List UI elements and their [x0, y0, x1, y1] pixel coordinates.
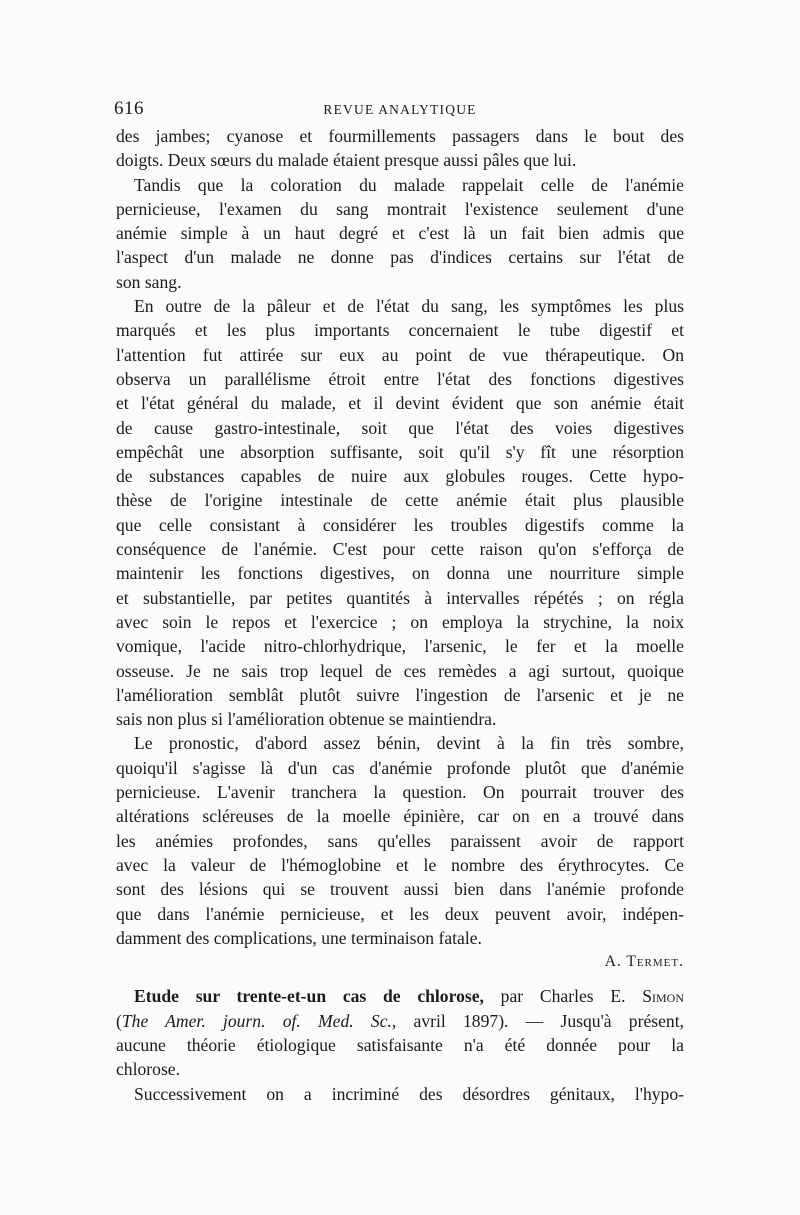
author-signature: A. Termet.	[604, 953, 684, 971]
text-line: empêchât une absorption suffisante, soit qu'il s'y fît une résorption	[116, 441, 684, 462]
text-line: Tandis que la coloration du malade rappelait celle de l'anémie	[134, 174, 684, 195]
text-line: pernicieuse. L'avenir tranchera la question. On pourrait trouver des	[116, 782, 684, 803]
text-line: pernicieuse, l'examen du sang montrait l'existence seulement d'une	[116, 198, 684, 219]
text-line: En outre de la pâleur et de l'état du sang, les symptômes les plus	[134, 296, 684, 317]
paragraph	[116, 1082, 684, 1106]
paragraph	[116, 124, 684, 173]
text-line: observa un parallélisme étroit entre l'état des fonctions digestives	[116, 368, 684, 389]
article-entry	[116, 984, 684, 1081]
paragraph	[116, 173, 684, 294]
text-line: et substantielle, par petites quantités à intervalles répétés ; on régla	[116, 587, 684, 608]
text-line: Successivement on a incriminé des désordres génitaux, l'hypo-	[134, 1083, 684, 1104]
text-line: les anémies profondes, sans qu'elles paraissent avoir de rapport	[116, 830, 684, 851]
text-line: maintenir les fonctions digestives, on donna une nourriture simple	[116, 563, 684, 584]
text-line: l'amélioration semblât plutôt suivre l'ingestion de l'arsenic et je ne	[116, 684, 684, 705]
article-source-line	[116, 1009, 684, 1033]
text-line: quoiqu'il s'agisse là d'un cas d'anémie profonde plutôt que d'anémie	[116, 757, 684, 778]
text-line: Le pronostic, d'abord assez bénin, devint à la fin très sombre,	[134, 733, 684, 754]
text-line: que dans l'anémie pernicieuse, et les deux peuvent avoir, indépen-	[116, 903, 684, 924]
paragraph	[116, 731, 684, 950]
document-page	[116, 98, 684, 1106]
text-line: de cause gastro-intestinale, soit que l'état des voies digestives	[116, 417, 684, 438]
text-line: vomique, l'acide nitro-chlorhydrique, l'arsenic, le fer et la moelle	[116, 636, 684, 657]
page-number: 616	[114, 98, 144, 119]
article-title: Etude sur trente-et-un cas de chlorose,	[134, 986, 484, 1007]
journal-name: The Amer. journ. of. Med. Sc.	[121, 1010, 392, 1031]
running-head: REVUE ANALYTIQUE	[323, 102, 477, 117]
text-line: de substances capables de nuire aux globules rouges. Cette hypo-	[116, 466, 684, 487]
text-line: et l'état général du malade, et il devint évident que son anémie était	[116, 393, 684, 414]
paragraph	[116, 294, 684, 731]
source-open: (	[116, 1010, 122, 1031]
text-line: avec soin le repos et l'exercice ; on employa la strychine, la noix	[116, 611, 684, 632]
article-heading-line	[116, 984, 684, 1008]
text-line: damment des complications, une terminaison fatale.	[116, 927, 482, 948]
text-line: marqués et les plus importants concernaient le tube digestif et	[116, 320, 684, 341]
text-line: son sang.	[116, 271, 182, 292]
text-line: conséquence de l'anémie. C'est pour cette raison qu'on s'efforça de	[116, 539, 684, 560]
text-line: l'aspect d'un malade ne donne pas d'indices certains sur l'état de	[116, 247, 684, 268]
source-rest: , avril 1897). — Jusqu'à présent,	[391, 1010, 684, 1031]
text-line: des jambes; cyanose et fourmillements passagers dans le bout des	[116, 126, 684, 146]
page-header	[116, 98, 684, 122]
text-line: chlorose.	[116, 1059, 181, 1080]
text-line: l'attention fut attirée sur eux au point de vue thérapeutique. On	[116, 344, 684, 365]
article-author: Simon	[642, 986, 684, 1007]
article-byline: par Charles E.	[483, 986, 643, 1007]
text-line: aucune théorie étiologique satisfaisante n'a été donnée pour la	[116, 1034, 684, 1055]
section-gap	[116, 974, 684, 984]
text-line: anémie simple à un haut degré et c'est là un fait bien admis que	[116, 223, 684, 244]
text-line: osseuse. Je ne sais trop lequel de ces remèdes a agi surtout, quoique	[116, 660, 684, 681]
text-line: altérations scléreuses de la moelle épinière, car on en a trouvé dans	[116, 806, 684, 827]
text-line: sont des lésions qui se trouvent aussi bien dans l'anémie profonde	[116, 879, 684, 900]
text-line: thèse de l'origine intestinale de cette anémie était plus plausible	[116, 490, 684, 511]
text-line: doigts. Deux sœurs du malade étaient presque aussi pâles que lui.	[116, 150, 577, 171]
text-line: sais non plus si l'amélioration obtenue se maintiendra.	[116, 709, 497, 730]
text-line: que celle consistant à considérer les troubles digestifs comme la	[116, 514, 684, 535]
text-line: avec la valeur de l'hémoglobine et le nombre des érythrocytes. Ce	[116, 854, 684, 875]
